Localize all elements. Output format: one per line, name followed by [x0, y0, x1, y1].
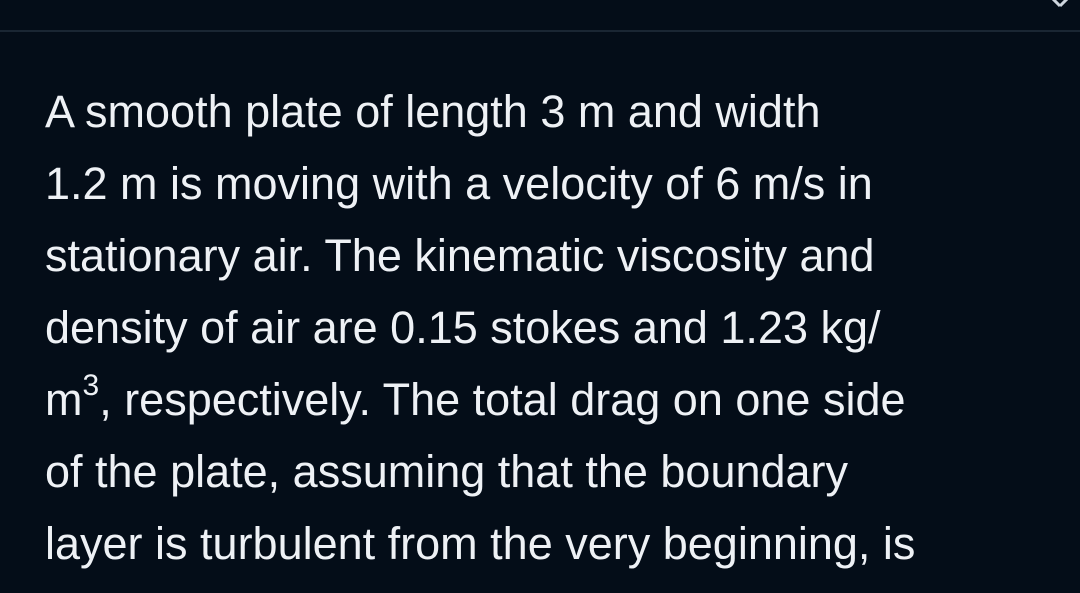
question-line: stationary air. The kinematic viscosity and — [45, 230, 875, 281]
unit-exponent: 3 — [82, 369, 100, 402]
question-line: layer is turbulent from the very beginning, is — [45, 518, 916, 569]
header-divider — [0, 30, 1080, 32]
question-line — [45, 364, 1055, 436]
question-line: of the plate, assuming that the boundary — [45, 446, 849, 497]
close-icon[interactable] — [1046, 0, 1076, 8]
question-text — [45, 76, 1055, 580]
unit-base: m — [45, 374, 83, 425]
question-line: A smooth plate of length 3 m and width — [45, 86, 821, 137]
question-line-rest: , respectively. The total drag on one side — [99, 374, 906, 425]
question-line: density of air are 0.15 stokes and 1.23 kg/ — [45, 302, 881, 353]
question-line: 1.2 m is moving with a velocity of 6 m/s in — [45, 158, 873, 209]
top-bar — [0, 0, 1080, 30]
